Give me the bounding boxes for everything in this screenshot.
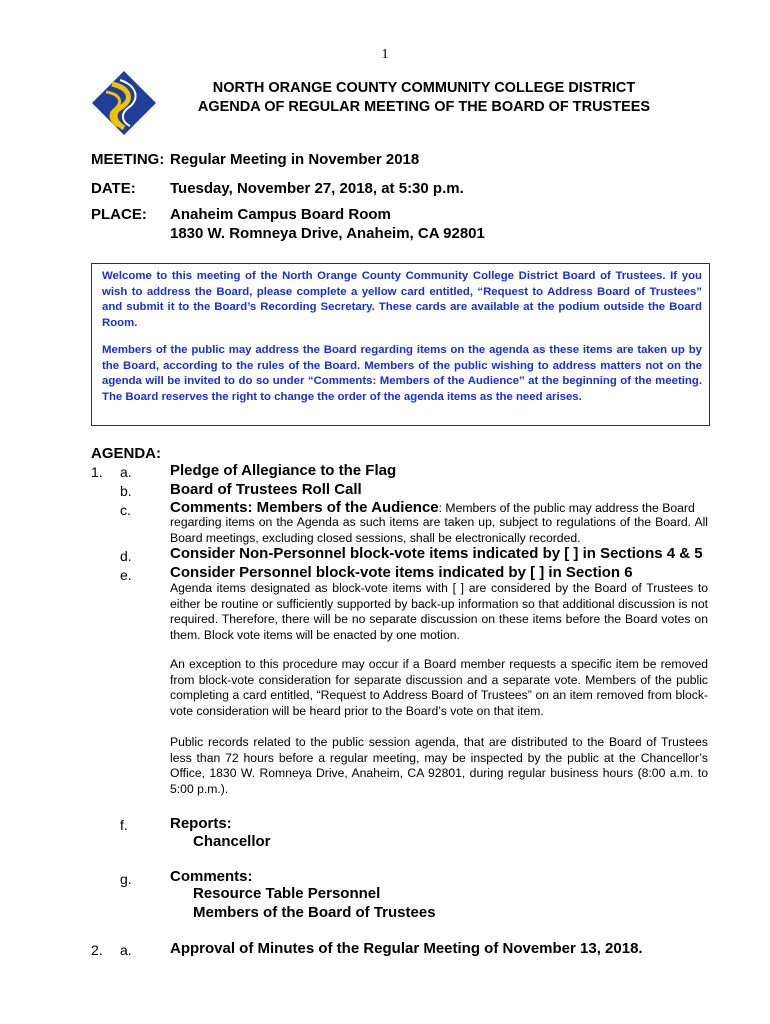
item-roll-call: Board of Trustees Roll Call (170, 481, 362, 498)
item-letter-b: b. (120, 483, 132, 499)
section-number-1: 1. (91, 464, 103, 480)
place-line2: 1830 W. Romneya Drive, Anaheim, CA 92801 (170, 225, 485, 242)
section-number-2: 2. (91, 942, 103, 958)
block-vote-paragraph-1: Agenda items designated as block-vote items with [ ] are considered by the Board of Trustees to either be routine or sufficiently supported by back-up information so that additional discussion is not required. Therefore, there will be no separate discussion on these items before the Board votes on them. Block vote items will be enacted by one motion. (170, 581, 708, 642)
item-comments-resource-table: Resource Table Personnel (193, 885, 381, 902)
item-comments: Comments: (170, 868, 253, 885)
item-letter-e: e. (120, 567, 132, 583)
meeting-value: Regular Meeting in November 2018 (170, 151, 420, 168)
item-reports: Reports: (170, 815, 232, 832)
item-letter-d: d. (120, 548, 132, 564)
place-label: PLACE: (91, 206, 147, 223)
item-audience-comments-cont: regarding items on the Agenda as such items are taken up, subject to regulations of the Board. All Board meetings, excluding closed sessions, shall be electronically recorded. (170, 515, 708, 545)
item-pledge: Pledge of Allegiance to the Flag (170, 462, 397, 479)
block-vote-paragraph-3: Public records related to the public session agenda, that are distributed to the Board of Trustees less than 72 hours before a regular meeting, may be inspected by the public at the Chancellor’s Office, 1830 W. Romneya Drive, Anaheim, CA 92801, during regular business hours (8:00 a.m. to 5:00 p.m.). (170, 735, 708, 796)
date-label: DATE: (91, 180, 136, 197)
page-number: 1 (381, 47, 389, 62)
item-comments-board-members: Members of the Board of Trustees (193, 904, 436, 921)
item-reports-chancellor: Chancellor (193, 833, 271, 850)
notice-paragraph-2: Members of the public may address the Board regarding items on the agenda as these items are taken up by the Board, according to the rules of the Board. Members of the public wishing to address matters not on the agenda will be invited to do so under “Comments: Members of the Audience” at the beginning of the meeting. The Board reserves the right to change the order of the agenda items as the need arises. (102, 344, 702, 403)
item-non-personnel-block-vote: Consider Non-Personnel block-vote items indicated by [ ] in Sections 4 & 5 (170, 545, 703, 562)
item-letter-c: c. (120, 502, 131, 518)
item-approval-minutes: Approval of Minutes of the Regular Meeting of November 13, 2018. (170, 940, 643, 957)
item-audience-comments (170, 499, 695, 516)
district-name: NORTH ORANGE COUNTY COMMUNITY COLLEGE DISTRICT (212, 80, 636, 96)
district-logo-icon (90, 70, 158, 136)
date-value: Tuesday, November 27, 2018, at 5:30 p.m. (170, 180, 464, 197)
place-line1: Anaheim Campus Board Room (170, 206, 391, 223)
meeting-label: MEETING: (91, 151, 165, 168)
agenda-title: AGENDA: (91, 445, 161, 462)
item-letter-a: a. (120, 464, 132, 480)
public-notice-box (91, 263, 710, 426)
item-letter-2a: a. (120, 942, 132, 958)
agenda-heading: AGENDA OF REGULAR MEETING OF THE BOARD OF TRUSTEES (197, 99, 651, 115)
notice-paragraph-1: Welcome to this meeting of the North Orange County Community College District Board of Trustees. If you wish to address the Board, please complete a yellow card entitled, “Request to Address Board of Trustees” and submit it to the Board’s Recording Secretary. These cards are available at the podium outside the Board Room. (102, 270, 702, 329)
item-letter-g: g. (120, 871, 132, 887)
item-audience-comments-title: Comments: Members of the Audience (170, 499, 439, 516)
item-audience-comments-text: : Members of the public may address the Board (438, 501, 695, 515)
item-personnel-block-vote: Consider Personnel block-vote items indicated by [ ] in Section 6 (170, 564, 633, 581)
block-vote-paragraph-2: An exception to this procedure may occur if a Board member requests a specific item be removed from block-vote consideration for separate discussion and a separate vote. Members of the public completing a card entitled, “Request to Address Board of Trustees” on an item removed from block-vote consideration will be heard prior to the Board’s vote on that item. (170, 657, 708, 718)
item-letter-f: f. (120, 817, 128, 833)
